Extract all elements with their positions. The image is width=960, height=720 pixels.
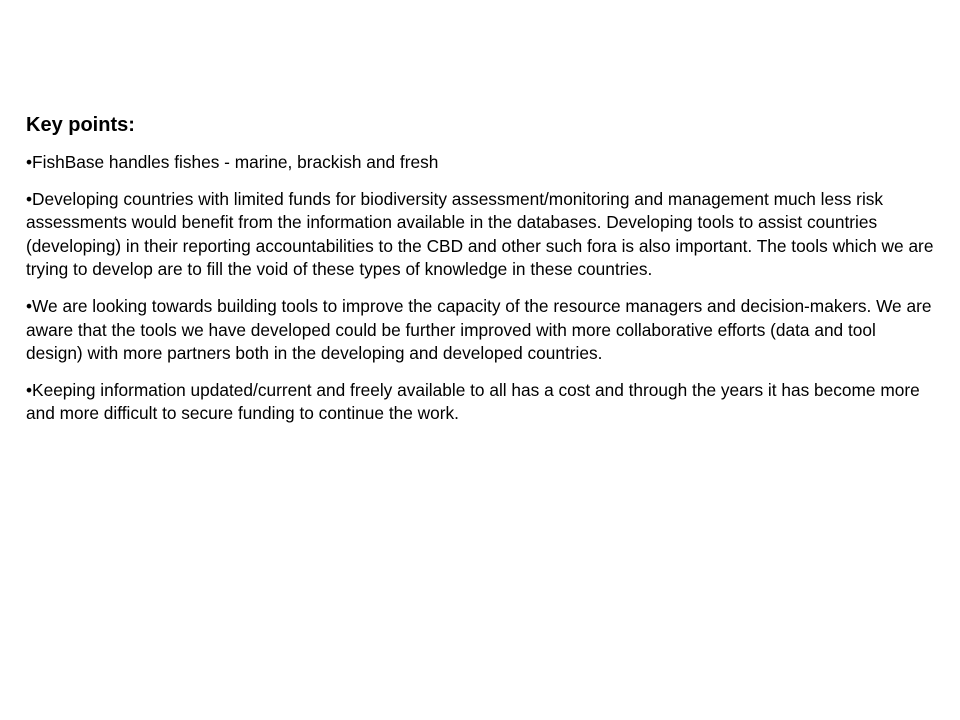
bullet-point-capacity-tools: •We are looking towards building tools to improve the capacity of the resource managers and decision-makers. We are aware that the tools we have developed could be further improved with more collaborative efforts (data and tool design) with more partners both in the developing and developed countries. [26, 295, 932, 364]
slide-content [26, 113, 936, 439]
bullet-point-developing-countries: •Developing countries with limited funds for biodiversity assessment/monitoring and management much less risk assessments would benefit from the information available in the databases. Developing tools to assist countries (developing) in their reporting accountabilities to the CBD and other such fora is also important. The tools which we are trying to develop are to fill the void of these types of knowledge in these countries. [26, 188, 934, 280]
bullet-point-funding: •Keeping information updated/current and freely available to all has a cost and through the years it has become more and more difficult to secure funding to continue the work. [26, 379, 920, 424]
bullet-point-fishbase-scope: •FishBase handles fishes - marine, brackish and fresh [26, 152, 439, 172]
slide-heading: Key points: [26, 114, 135, 136]
